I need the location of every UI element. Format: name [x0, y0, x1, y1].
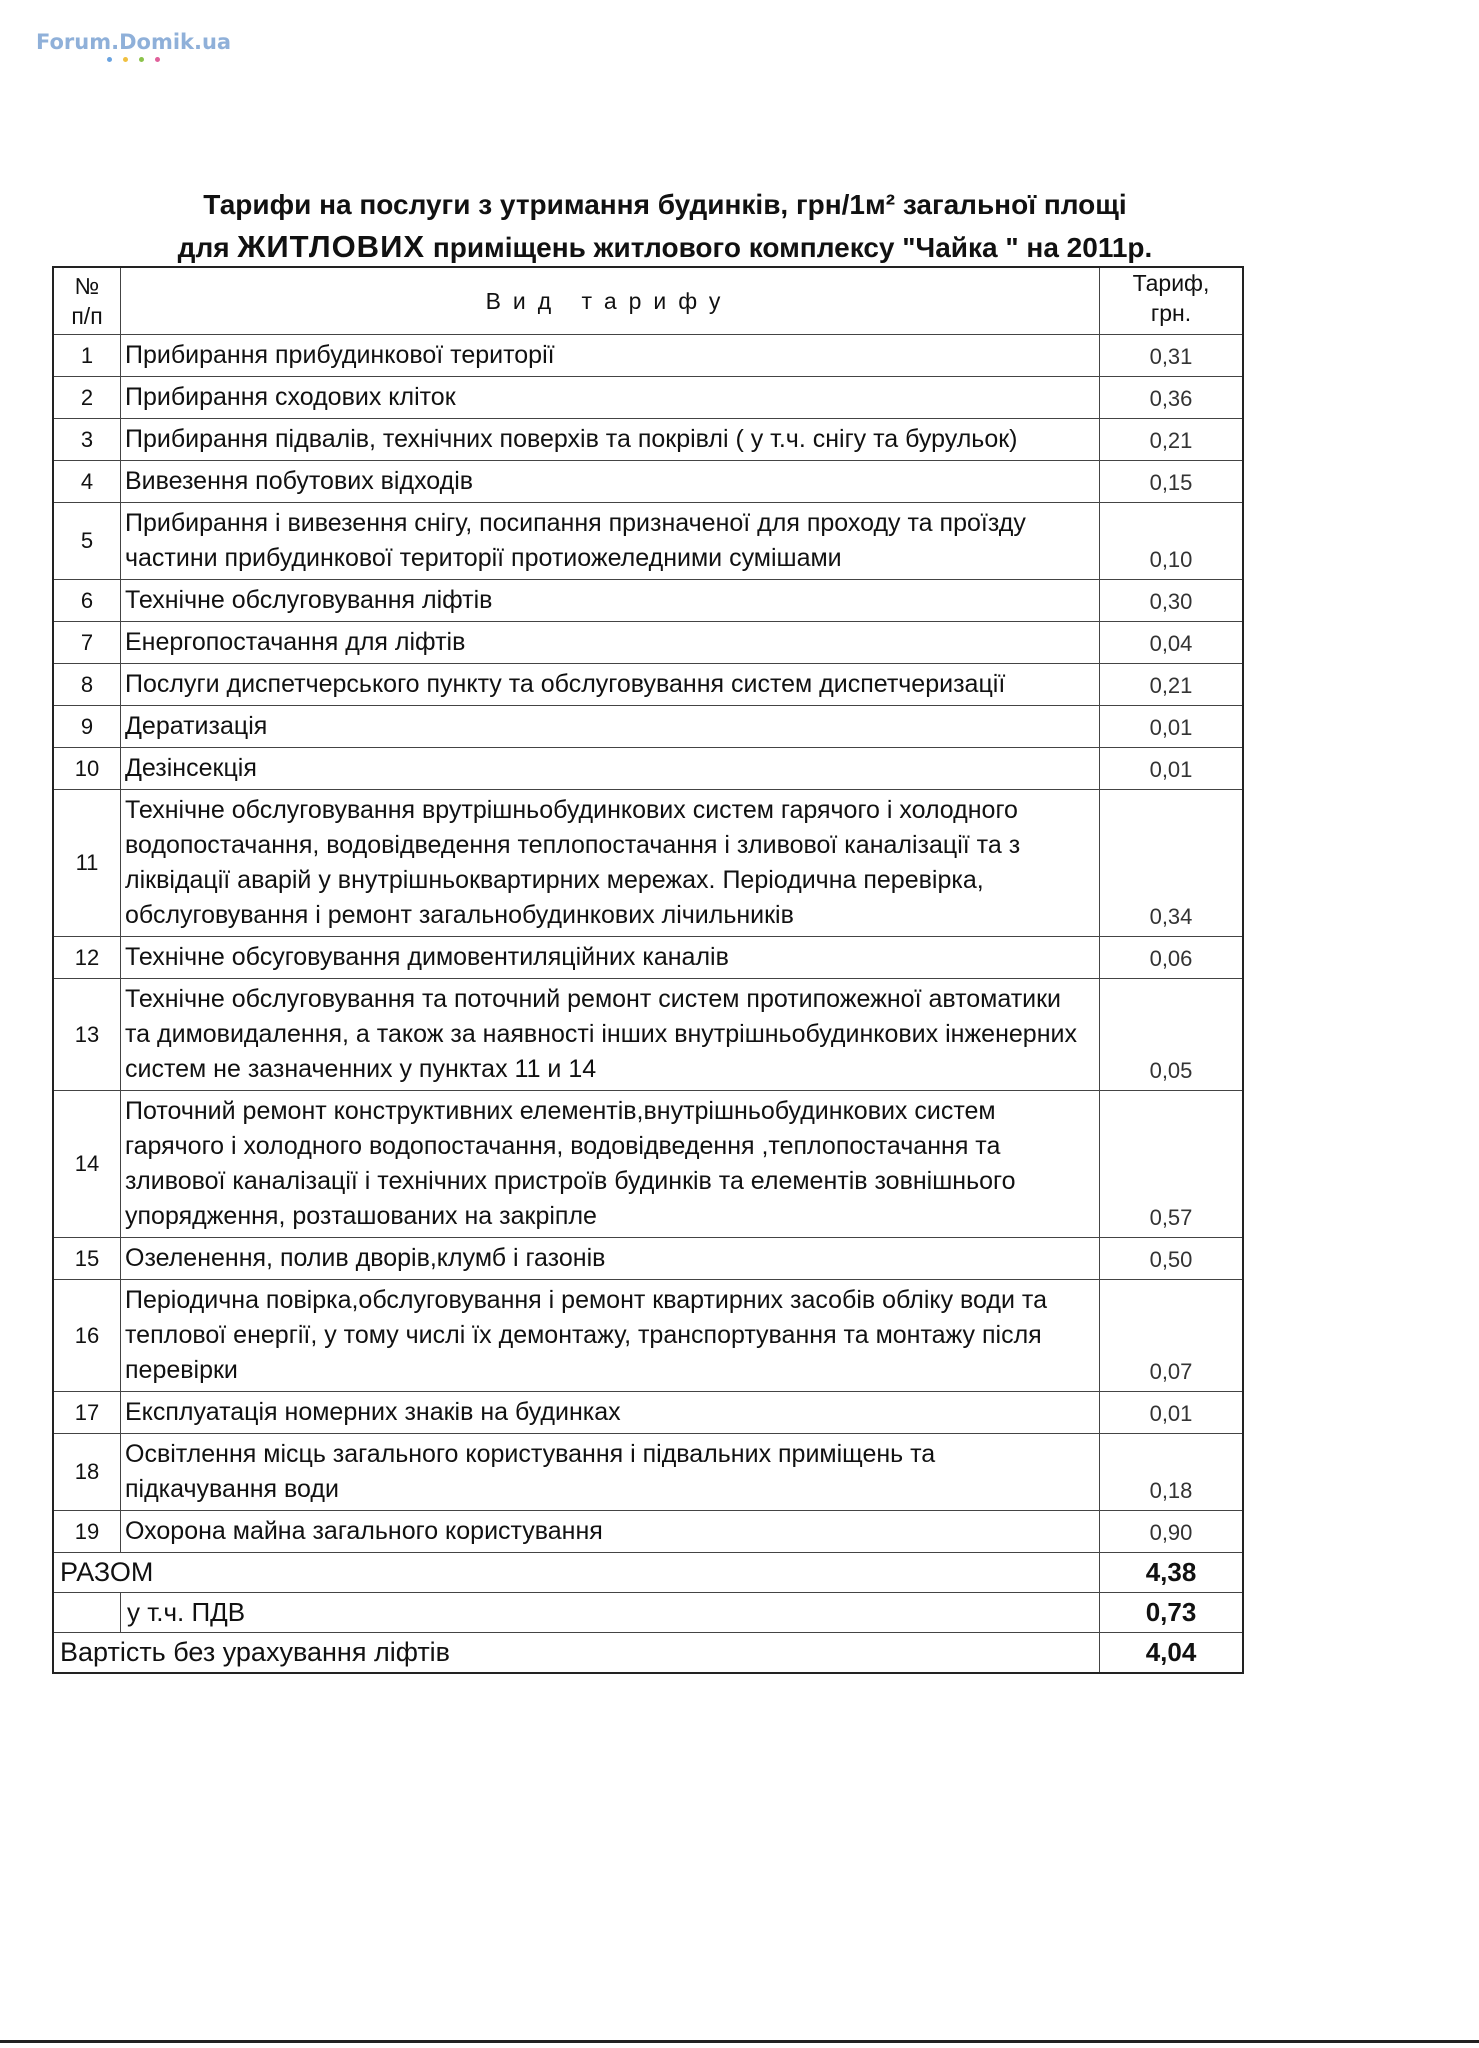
table-row: [53, 1091, 1243, 1238]
row-service-name: Озеленення, полив дворів,клумб і газонів: [121, 1238, 1100, 1280]
row-number: 10: [53, 748, 121, 790]
row-service-name: Дератизація: [121, 706, 1100, 748]
table-row: [53, 706, 1243, 748]
table-row: [53, 1280, 1243, 1392]
row-service-name: Послуги диспетчерського пункту та обслуговування систем диспетчеризації: [121, 664, 1100, 706]
header-number-line-2: п/п: [71, 303, 103, 329]
table-row: [53, 1392, 1243, 1434]
row-number: 12: [53, 937, 121, 979]
row-tariff-value: 0,31: [1100, 335, 1244, 377]
row-service-name: Енергопостачання для ліфтів: [121, 622, 1100, 664]
row-number: 17: [53, 1392, 121, 1434]
bottom-rule: [0, 2040, 1479, 2043]
row-tariff-value: 0,50: [1100, 1238, 1244, 1280]
title-emphasis: ЖИТЛОВИХ: [237, 229, 426, 264]
table-row: [53, 461, 1243, 503]
header-name: Вид тарифу: [121, 267, 1100, 335]
row-service-name: Технічне обсуговування димовентиляційних каналів: [121, 937, 1100, 979]
header-number: [53, 267, 121, 335]
row-number: 18: [53, 1434, 121, 1511]
row-number: 9: [53, 706, 121, 748]
row-service-name: Прибирання прибудинкової території: [121, 335, 1100, 377]
row-tariff-value: 0,07: [1100, 1280, 1244, 1392]
watermark-dots: [36, 57, 231, 62]
row-service-name: Вивезення побутових відходів: [121, 461, 1100, 503]
no-lifts-value: 4,04: [1100, 1633, 1244, 1674]
total-label: РАЗОМ: [53, 1553, 1100, 1593]
row-number: 8: [53, 664, 121, 706]
header-value: [1100, 267, 1244, 335]
tariff-table: [52, 266, 1244, 1674]
watermark-dot: [123, 57, 128, 62]
table-row: [53, 937, 1243, 979]
vat-empty-cell: [53, 1593, 121, 1633]
row-tariff-value: 0,01: [1100, 748, 1244, 790]
row-tariff-value: 0,21: [1100, 419, 1244, 461]
vat-label: у т.ч. ПДВ: [121, 1593, 1100, 1633]
row-number: 15: [53, 1238, 121, 1280]
table-row: [53, 748, 1243, 790]
row-tariff-value: 0,36: [1100, 377, 1244, 419]
table-row: [53, 1511, 1243, 1553]
row-number: 11: [53, 790, 121, 937]
table-row: [53, 790, 1243, 937]
title-line-2-end: приміщень житлового комплексу "Чайка " на 2011р.: [425, 232, 1153, 263]
no-lifts-row: [53, 1633, 1243, 1674]
table-row: [53, 377, 1243, 419]
row-service-name: Експлуатація номерних знаків на будинках: [121, 1392, 1100, 1434]
row-tariff-value: 0,30: [1100, 580, 1244, 622]
vat-value: 0,73: [1100, 1593, 1244, 1633]
row-tariff-value: 0,21: [1100, 664, 1244, 706]
row-number: 19: [53, 1511, 121, 1553]
row-number: 4: [53, 461, 121, 503]
row-tariff-value: 0,01: [1100, 1392, 1244, 1434]
row-service-name: Прибирання сходових кліток: [121, 377, 1100, 419]
row-service-name: Охорона майна загального користування: [121, 1511, 1100, 1553]
row-service-name: Прибирання підвалів, технічних поверхів та покрівлі ( у т.ч. снігу та бурульок): [121, 419, 1100, 461]
row-tariff-value: 0,06: [1100, 937, 1244, 979]
row-tariff-value: 0,10: [1100, 503, 1244, 580]
row-number: 6: [53, 580, 121, 622]
table-row: [53, 580, 1243, 622]
watermark-logo: [36, 30, 231, 62]
table-row: [53, 664, 1243, 706]
row-service-name: Періодична повірка,обслуговування і ремонт квартирних засобів обліку води та теплової енергії, у тому числі їх демонтажу, транспортування та монтажу після перевірки: [121, 1280, 1100, 1392]
row-tariff-value: 0,90: [1100, 1511, 1244, 1553]
no-lifts-label: Вартість без урахування ліфтів: [53, 1633, 1100, 1674]
row-number: 14: [53, 1091, 121, 1238]
table-row: [53, 979, 1243, 1091]
watermark-dot: [139, 57, 144, 62]
row-tariff-value: 0,01: [1100, 706, 1244, 748]
header-number-line-1: №: [74, 273, 100, 299]
row-service-name: Технічне обслуговування врутрішньобудинкових систем гарячого і холодного водопостачання, водовідведення теплопостачання і зливової каналізації та з ліквідації аварій у внутрішньоквартирних мережах. Періодична перевірка, обслуговування і ремонт загальнобудинкових лічильників: [121, 790, 1100, 937]
document-title: [0, 184, 1330, 269]
row-number: 16: [53, 1280, 121, 1392]
table-row: [53, 1434, 1243, 1511]
table-row: [53, 419, 1243, 461]
row-service-name: Технічне обслуговування та поточний ремонт систем протипожежної автоматики та димовидалення, а також за наявності інших внутрішньобудинкових інженерних систем не зазначенних у пунктах 11 и 14: [121, 979, 1100, 1091]
watermark-text: Forum.Domik.ua: [36, 30, 232, 54]
table-summary: [53, 1553, 1243, 1674]
total-value: 4,38: [1100, 1553, 1244, 1593]
row-service-name: Освітлення місць загального користування і підвальних приміщень та підкачування води: [121, 1434, 1100, 1511]
watermark-dot: [107, 57, 112, 62]
table-row: [53, 503, 1243, 580]
table-header-row: [53, 267, 1243, 335]
row-service-name: Прибирання і вивезення снігу, посипання призначеної для проходу та проїзду частини прибудинкової території протиожеледними сумішами: [121, 503, 1100, 580]
row-service-name: Технічне обслуговування ліфтів: [121, 580, 1100, 622]
table-row: [53, 622, 1243, 664]
row-number: 7: [53, 622, 121, 664]
row-tariff-value: 0,18: [1100, 1434, 1244, 1511]
title-line-1: Тарифи на послуги з утримання будинків, грн/1м² загальної площі: [203, 189, 1127, 220]
row-number: 13: [53, 979, 121, 1091]
table-row: [53, 335, 1243, 377]
header-value-line-2: грн.: [1150, 300, 1192, 326]
title-line-2-start: для: [177, 232, 238, 263]
watermark-dot: [155, 57, 160, 62]
header-value-line-1: Тариф,: [1132, 270, 1210, 296]
tariff-table-body: [53, 267, 1243, 1553]
row-number: 2: [53, 377, 121, 419]
row-tariff-value: 0,04: [1100, 622, 1244, 664]
vat-row: [53, 1593, 1243, 1633]
title-line-2: [0, 226, 1330, 269]
total-row: [53, 1553, 1243, 1593]
row-number: 5: [53, 503, 121, 580]
row-number: 3: [53, 419, 121, 461]
row-tariff-value: 0,05: [1100, 979, 1244, 1091]
row-service-name: Дезінсекція: [121, 748, 1100, 790]
table-row: [53, 1238, 1243, 1280]
row-tariff-value: 0,15: [1100, 461, 1244, 503]
row-tariff-value: 0,57: [1100, 1091, 1244, 1238]
row-tariff-value: 0,34: [1100, 790, 1244, 937]
row-service-name: Поточний ремонт конструктивних елементів,внутрішньобудинкових систем гарячого і холодного водопостачання, водовідведення ,теплопостачання та зливової каналізації і технічних пристроїв будинків та елементів зовнішнього упорядження, розташованих на закріпле: [121, 1091, 1100, 1238]
row-number: 1: [53, 335, 121, 377]
